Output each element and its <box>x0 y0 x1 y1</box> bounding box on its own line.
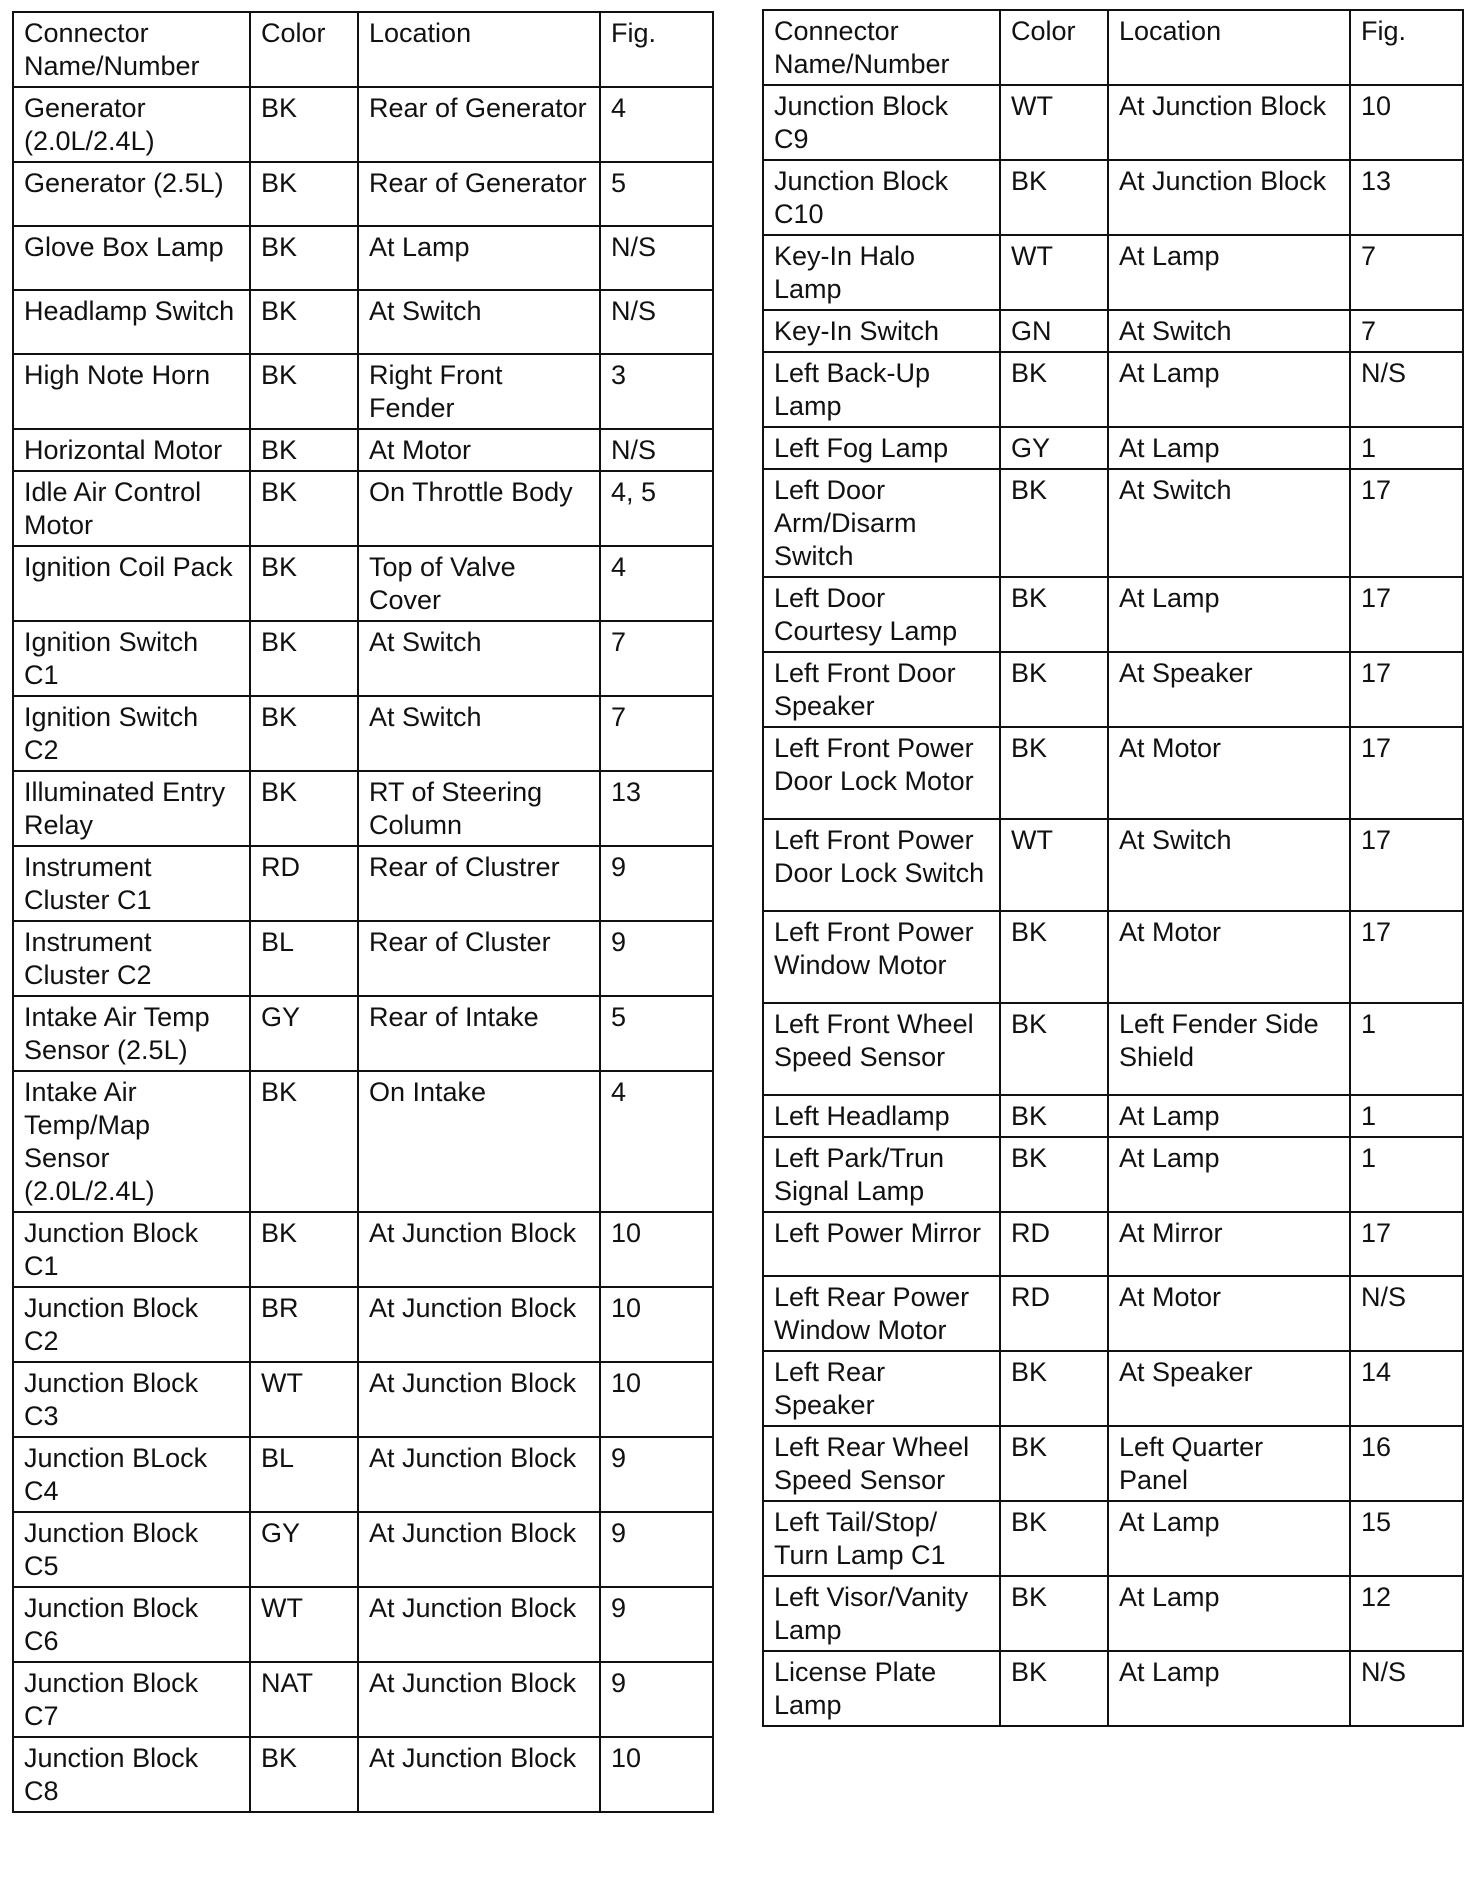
cell-connector-name: Left Front Power Door Lock Motor <box>763 727 1000 819</box>
cell-color: BK <box>1000 469 1108 577</box>
table-row <box>763 652 1463 727</box>
cell-connector-name: Intake Air Temp Sensor (2.5L) <box>13 996 250 1071</box>
cell-fig: 12 <box>1350 1576 1463 1651</box>
cell-location: At Mirror <box>1108 1212 1350 1276</box>
cell-location: At Junction Block <box>358 1737 600 1812</box>
table-row <box>13 429 713 471</box>
cell-color: BK <box>1000 352 1108 427</box>
cell-fig: 1 <box>1350 1095 1463 1137</box>
cell-location: At Switch <box>358 290 600 354</box>
table-row <box>13 1212 713 1287</box>
table-row <box>763 235 1463 310</box>
cell-connector-name: Left Tail/Stop/ Turn Lamp C1 <box>763 1501 1000 1576</box>
cell-connector-name: Junction BLock C4 <box>13 1437 250 1512</box>
cell-color: BK <box>250 290 358 354</box>
cell-location: At Lamp <box>1108 427 1350 469</box>
table-row <box>763 1501 1463 1576</box>
header-row <box>13 12 713 87</box>
cell-color: BK <box>1000 1426 1108 1501</box>
cell-color: BK <box>1000 1003 1108 1095</box>
cell-fig: N/S <box>1350 1276 1463 1351</box>
cell-fig: 10 <box>600 1362 713 1437</box>
cell-fig: N/S <box>600 290 713 354</box>
cell-fig: 17 <box>1350 577 1463 652</box>
cell-connector-name: Junction Block C8 <box>13 1737 250 1812</box>
cell-location: At Junction Block <box>358 1362 600 1437</box>
table-row <box>763 577 1463 652</box>
table-row <box>763 160 1463 235</box>
cell-fig: 17 <box>1350 1212 1463 1276</box>
cell-fig: 17 <box>1350 911 1463 1003</box>
cell-connector-name: Intake Air Temp/Map Sensor (2.0L/2.4L) <box>13 1071 250 1212</box>
cell-color: GY <box>1000 427 1108 469</box>
table-row <box>13 1362 713 1437</box>
cell-connector-name: Left Power Mirror <box>763 1212 1000 1276</box>
cell-color: BK <box>250 546 358 621</box>
cell-fig: 9 <box>600 846 713 921</box>
table-row <box>763 1576 1463 1651</box>
cell-color: BK <box>1000 1137 1108 1212</box>
table-row <box>13 162 713 226</box>
cell-location: At Lamp <box>1108 1651 1350 1726</box>
table-row <box>13 771 713 846</box>
cell-color: BK <box>250 226 358 290</box>
cell-location: At Speaker <box>1108 1351 1350 1426</box>
table-row <box>13 1662 713 1737</box>
cell-connector-name: Horizontal Motor <box>13 429 250 471</box>
cell-color: BK <box>250 429 358 471</box>
cell-location: Left Fender Side Shield <box>1108 1003 1350 1095</box>
cell-fig: 1 <box>1350 427 1463 469</box>
cell-fig: 4 <box>600 87 713 162</box>
cell-fig: 13 <box>1350 160 1463 235</box>
cell-color: BK <box>250 621 358 696</box>
header-connector-name: Connector Name/Number <box>13 12 250 87</box>
cell-fig: 7 <box>1350 235 1463 310</box>
table-row <box>13 1437 713 1512</box>
cell-color: BK <box>250 1737 358 1812</box>
cell-color: BK <box>1000 911 1108 1003</box>
cell-fig: 7 <box>600 621 713 696</box>
cell-color: BK <box>1000 1351 1108 1426</box>
cell-color: BK <box>250 162 358 226</box>
cell-connector-name: Generator (2.5L) <box>13 162 250 226</box>
table-row <box>13 354 713 429</box>
table-row <box>763 1276 1463 1351</box>
cell-color: RD <box>1000 1212 1108 1276</box>
table-row <box>13 1287 713 1362</box>
cell-fig: 3 <box>600 354 713 429</box>
cell-location: At Speaker <box>1108 652 1350 727</box>
cell-location: On Intake <box>358 1071 600 1212</box>
table-row <box>13 226 713 290</box>
cell-fig: 16 <box>1350 1426 1463 1501</box>
cell-color: WT <box>250 1587 358 1662</box>
cell-location: At Switch <box>358 696 600 771</box>
cell-location: At Switch <box>1108 310 1350 352</box>
table-row <box>763 310 1463 352</box>
cell-fig: 4 <box>600 546 713 621</box>
cell-connector-name: License Plate Lamp <box>763 1651 1000 1726</box>
cell-fig: N/S <box>600 429 713 471</box>
table-row <box>763 727 1463 819</box>
cell-fig: 7 <box>1350 310 1463 352</box>
cell-location: At Lamp <box>1108 352 1350 427</box>
table-row <box>13 846 713 921</box>
cell-connector-name: Instrument Cluster C1 <box>13 846 250 921</box>
cell-fig: 9 <box>600 1512 713 1587</box>
table-row <box>13 1737 713 1812</box>
cell-fig: 10 <box>600 1287 713 1362</box>
table-row <box>763 85 1463 160</box>
cell-location: At Lamp <box>1108 235 1350 310</box>
cell-color: BK <box>250 354 358 429</box>
cell-fig: 1 <box>1350 1137 1463 1212</box>
cell-color: RD <box>250 846 358 921</box>
table-row <box>13 996 713 1071</box>
table-row <box>13 546 713 621</box>
cell-color: GY <box>250 1512 358 1587</box>
cell-location: At Motor <box>1108 727 1350 819</box>
cell-connector-name: Generator (2.0L/2.4L) <box>13 87 250 162</box>
cell-color: BK <box>1000 1651 1108 1726</box>
cell-fig: 9 <box>600 1662 713 1737</box>
cell-location: At Junction Block <box>358 1587 600 1662</box>
cell-connector-name: Left Front Door Speaker <box>763 652 1000 727</box>
cell-location: RT of Steering Column <box>358 771 600 846</box>
table-row <box>763 819 1463 911</box>
table-row <box>13 921 713 996</box>
header-location: Location <box>1108 10 1350 85</box>
cell-location: Top of Valve Cover <box>358 546 600 621</box>
cell-location: At Switch <box>358 621 600 696</box>
cell-connector-name: Junction Block C5 <box>13 1512 250 1587</box>
cell-fig: 4, 5 <box>600 471 713 546</box>
cell-color: BK <box>250 1212 358 1287</box>
cell-location: At Lamp <box>1108 1095 1350 1137</box>
cell-color: BL <box>250 921 358 996</box>
cell-connector-name: Left Rear Power Window Motor <box>763 1276 1000 1351</box>
cell-fig: N/S <box>1350 352 1463 427</box>
cell-location: Rear of Clustrer <box>358 846 600 921</box>
cell-color: GY <box>250 996 358 1071</box>
cell-location: Rear of Generator <box>358 87 600 162</box>
cell-connector-name: Idle Air Control Motor <box>13 471 250 546</box>
table-row <box>763 1095 1463 1137</box>
table-body <box>763 85 1463 1726</box>
table-row <box>763 1212 1463 1276</box>
table-row <box>13 471 713 546</box>
cell-connector-name: Junction Block C9 <box>763 85 1000 160</box>
cell-location: On Throttle Body <box>358 471 600 546</box>
cell-connector-name: High Note Horn <box>13 354 250 429</box>
table-row <box>763 469 1463 577</box>
cell-connector-name: Left Fog Lamp <box>763 427 1000 469</box>
table-row <box>763 1426 1463 1501</box>
cell-connector-name: Junction Block C6 <box>13 1587 250 1662</box>
table-row <box>13 87 713 162</box>
cell-fig: 9 <box>600 1587 713 1662</box>
table-row <box>13 1512 713 1587</box>
cell-fig: N/S <box>1350 1651 1463 1726</box>
cell-color: BK <box>1000 1501 1108 1576</box>
header-fig: Fig. <box>1350 10 1463 85</box>
header-location: Location <box>358 12 600 87</box>
cell-location: At Junction Block <box>358 1662 600 1737</box>
cell-connector-name: Headlamp Switch <box>13 290 250 354</box>
cell-location: At Junction Block <box>358 1437 600 1512</box>
table-row <box>763 352 1463 427</box>
cell-connector-name: Left Door Arm/Disarm Switch <box>763 469 1000 577</box>
table-row <box>763 1651 1463 1726</box>
cell-fig: 1 <box>1350 1003 1463 1095</box>
cell-fig: 10 <box>600 1212 713 1287</box>
cell-fig: 15 <box>1350 1501 1463 1576</box>
cell-location: At Junction Block <box>1108 85 1350 160</box>
table-row <box>13 1587 713 1662</box>
cell-fig: 17 <box>1350 819 1463 911</box>
cell-connector-name: Junction Block C2 <box>13 1287 250 1362</box>
table-row <box>13 290 713 354</box>
cell-color: RD <box>1000 1276 1108 1351</box>
cell-location: At Switch <box>1108 819 1350 911</box>
cell-fig: 7 <box>600 696 713 771</box>
cell-location: At Lamp <box>1108 577 1350 652</box>
cell-connector-name: Junction Block C1 <box>13 1212 250 1287</box>
cell-connector-name: Junction Block C7 <box>13 1662 250 1737</box>
cell-color: NAT <box>250 1662 358 1737</box>
cell-fig: 9 <box>600 921 713 996</box>
cell-fig: 13 <box>600 771 713 846</box>
cell-color: BK <box>250 1071 358 1212</box>
cell-color: WT <box>1000 85 1108 160</box>
table-row <box>763 1137 1463 1212</box>
cell-connector-name: Instrument Cluster C2 <box>13 921 250 996</box>
cell-location: Right Front Fender <box>358 354 600 429</box>
cell-location: At Junction Block <box>358 1512 600 1587</box>
cell-location: At Motor <box>358 429 600 471</box>
cell-connector-name: Junction Block C10 <box>763 160 1000 235</box>
cell-connector-name: Key-In Halo Lamp <box>763 235 1000 310</box>
cell-location: At Lamp <box>1108 1501 1350 1576</box>
cell-color: WT <box>1000 819 1108 911</box>
cell-connector-name: Left Visor/Vanity Lamp <box>763 1576 1000 1651</box>
table-row <box>763 1003 1463 1095</box>
cell-location: Rear of Intake <box>358 996 600 1071</box>
table-row <box>763 427 1463 469</box>
cell-color: BK <box>1000 727 1108 819</box>
table-row <box>13 1071 713 1212</box>
header-fig: Fig. <box>600 12 713 87</box>
cell-connector-name: Glove Box Lamp <box>13 226 250 290</box>
header-connector-name: Connector Name/Number <box>763 10 1000 85</box>
cell-connector-name: Left Door Courtesy Lamp <box>763 577 1000 652</box>
cell-connector-name: Left Front Power Door Lock Switch <box>763 819 1000 911</box>
connector-table-right <box>762 9 1464 1727</box>
cell-connector-name: Left Rear Speaker <box>763 1351 1000 1426</box>
cell-fig: 10 <box>600 1737 713 1812</box>
table-row <box>13 696 713 771</box>
cell-color: BK <box>250 771 358 846</box>
cell-connector-name: Junction Block C3 <box>13 1362 250 1437</box>
cell-connector-name: Ignition Coil Pack <box>13 546 250 621</box>
cell-connector-name: Left Headlamp <box>763 1095 1000 1137</box>
cell-location: At Lamp <box>1108 1137 1350 1212</box>
cell-color: BK <box>1000 1576 1108 1651</box>
table-row <box>763 911 1463 1003</box>
cell-connector-name: Left Rear Wheel Speed Sensor <box>763 1426 1000 1501</box>
cell-connector-name: Left Park/Trun Signal Lamp <box>763 1137 1000 1212</box>
table-row <box>763 1351 1463 1426</box>
cell-color: BK <box>1000 577 1108 652</box>
cell-fig: 17 <box>1350 652 1463 727</box>
cell-color: WT <box>250 1362 358 1437</box>
cell-connector-name: Left Back-Up Lamp <box>763 352 1000 427</box>
cell-color: BL <box>250 1437 358 1512</box>
cell-color: BK <box>1000 1095 1108 1137</box>
cell-connector-name: Ignition Switch C2 <box>13 696 250 771</box>
cell-connector-name: Ignition Switch C1 <box>13 621 250 696</box>
cell-fig: 17 <box>1350 469 1463 577</box>
header-color: Color <box>1000 10 1108 85</box>
cell-color: BR <box>250 1287 358 1362</box>
cell-connector-name: Left Front Power Window Motor <box>763 911 1000 1003</box>
cell-fig: 10 <box>1350 85 1463 160</box>
cell-fig: N/S <box>600 226 713 290</box>
cell-fig: 14 <box>1350 1351 1463 1426</box>
connector-table-left <box>12 11 714 1813</box>
table-row <box>13 621 713 696</box>
cell-fig: 4 <box>600 1071 713 1212</box>
cell-location: Rear of Cluster <box>358 921 600 996</box>
cell-location: Left Quarter Panel <box>1108 1426 1350 1501</box>
cell-color: BK <box>1000 160 1108 235</box>
cell-color: BK <box>1000 652 1108 727</box>
cell-color: GN <box>1000 310 1108 352</box>
cell-color: WT <box>1000 235 1108 310</box>
cell-location: At Junction Block <box>358 1287 600 1362</box>
header-color: Color <box>250 12 358 87</box>
cell-color: BK <box>250 471 358 546</box>
cell-connector-name: Left Front Wheel Speed Sensor <box>763 1003 1000 1095</box>
cell-location: At Switch <box>1108 469 1350 577</box>
cell-fig: 9 <box>600 1437 713 1512</box>
table-body <box>13 87 713 1812</box>
cell-location: At Lamp <box>358 226 600 290</box>
cell-connector-name: Key-In Switch <box>763 310 1000 352</box>
cell-location: At Motor <box>1108 1276 1350 1351</box>
header-row <box>763 10 1463 85</box>
cell-location: At Junction Block <box>1108 160 1350 235</box>
cell-location: At Lamp <box>1108 1576 1350 1651</box>
cell-fig: 17 <box>1350 727 1463 819</box>
cell-color: BK <box>250 87 358 162</box>
cell-fig: 5 <box>600 162 713 226</box>
cell-color: BK <box>250 696 358 771</box>
cell-location: At Junction Block <box>358 1212 600 1287</box>
cell-location: At Motor <box>1108 911 1350 1003</box>
cell-fig: 5 <box>600 996 713 1071</box>
cell-location: Rear of Generator <box>358 162 600 226</box>
cell-connector-name: Illuminated Entry Relay <box>13 771 250 846</box>
